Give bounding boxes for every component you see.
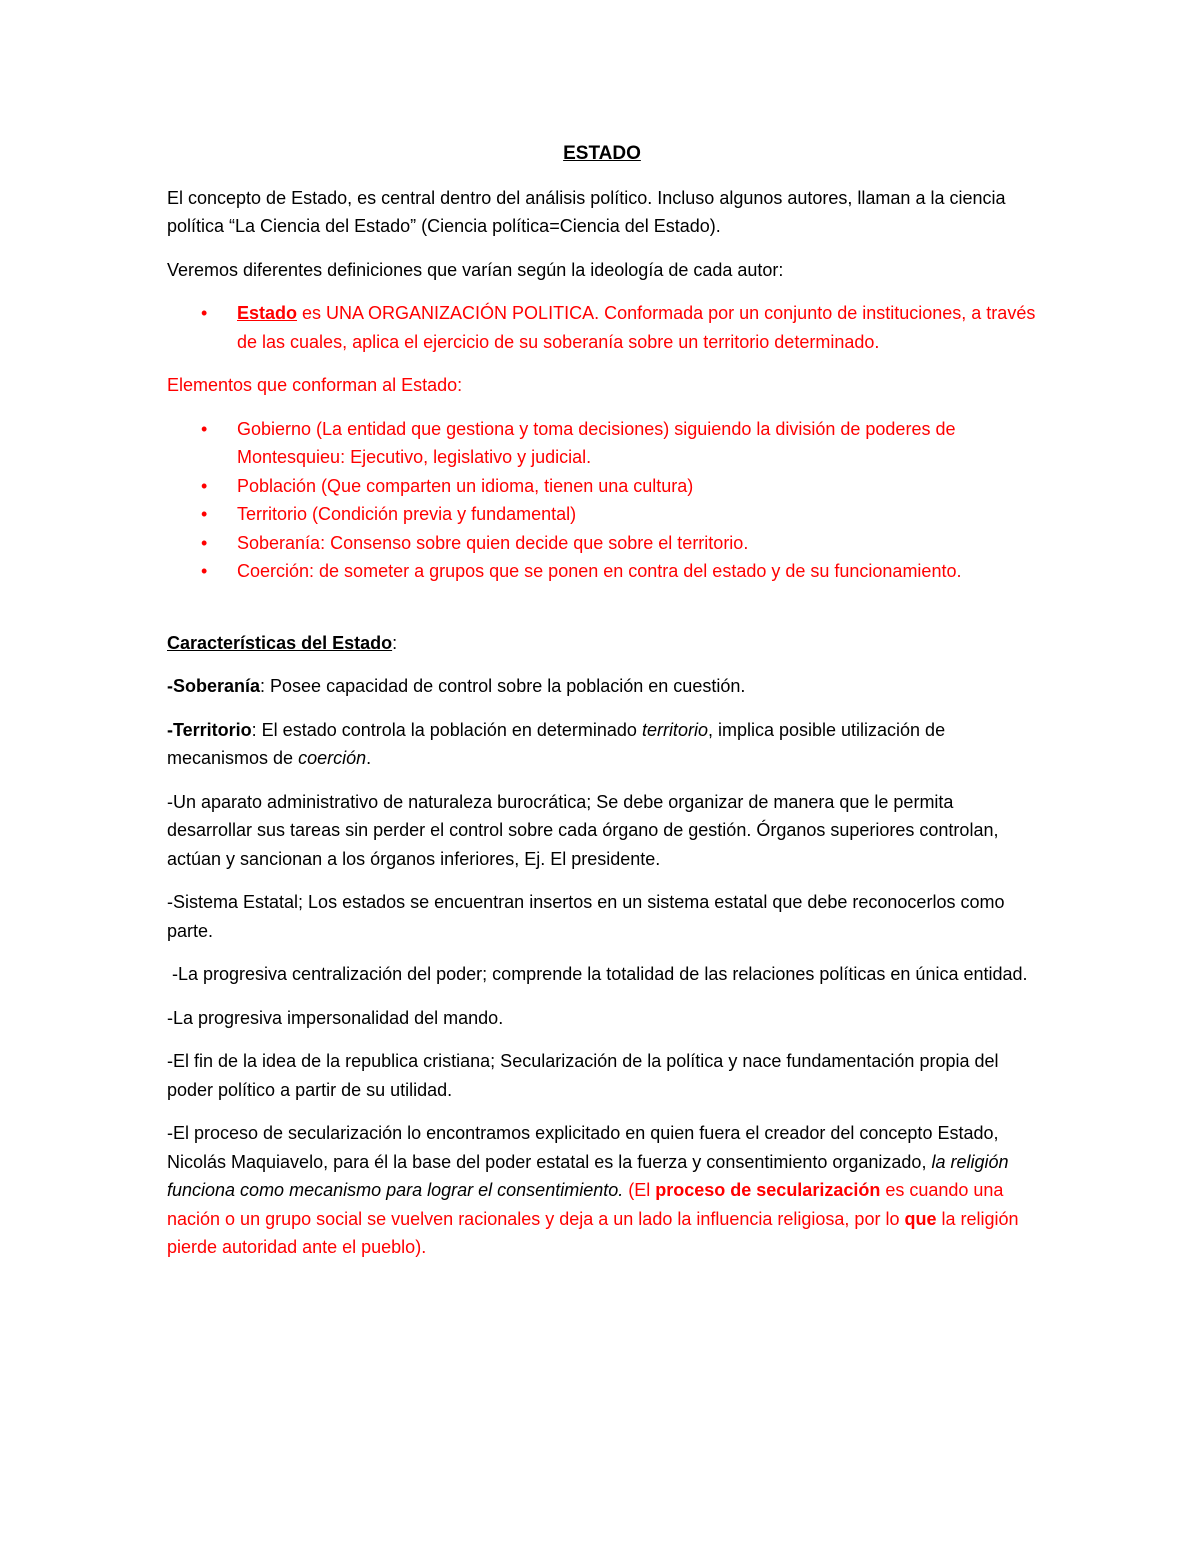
secularizacion-red-open: (El [623, 1180, 656, 1200]
aparato-paragraph: -Un aparato administrativo de naturaleza burocrática; Se debe organizar de manera que le permita desarrollar sus tareas sin perder el control sobre cada órgano de gestión. Órganos superiores controlan, actúan y sancionan a los órganos inferiores, Ej. El presidente. [167, 791, 999, 869]
secularizacion-red-text-3: la religión pierde autoridad ante el pueblo). [167, 1208, 1019, 1257]
element-text: Población (Que comparten un idioma, tienen una cultura) [237, 475, 694, 496]
elements-item [167, 529, 1037, 558]
impersonalidad-paragraph: -La progresiva impersonalidad del mando. [167, 1007, 504, 1028]
element-text: Soberanía: Consenso sobre quien decide que sobre el territorio. [237, 532, 749, 553]
elements-item [167, 415, 1037, 472]
bullet-icon: • [201, 532, 208, 553]
bullet-icon: • [201, 303, 208, 323]
soberania-paragraph [167, 672, 1037, 701]
elements-item [167, 557, 1037, 586]
elements-heading: Elementos que conforman al Estado: [167, 375, 463, 395]
territorio-paragraph [167, 716, 1037, 773]
soberania-label: -Soberanía [167, 676, 261, 696]
section-spacer [167, 601, 1037, 629]
territorio-term-1: territorio [641, 719, 708, 740]
intro-paragraph: El concepto de Estado, es central dentro del análisis político. Incluso algunos autores, llaman a la ciencia política “La Ciencia del Estado” (Ciencia política=Ciencia del Estado). [167, 187, 1006, 236]
bullet-icon: • [201, 561, 208, 581]
secularizacion-text-1: -El proceso de secularización lo encontramos explicitado en quien fuera el creador del concepto Estado, Nicolás Maquiavelo, para él la base del poder estatal es la fuerza y consentimiento organizado, [167, 1123, 999, 1172]
elements-item [167, 500, 1037, 529]
soberania-text: : Posee capacidad de control sobre la población en cuestión. [260, 676, 746, 696]
bullet-icon: • [201, 418, 208, 439]
territorio-label: -Territorio [167, 719, 252, 740]
territorio-text-2: , implica posible utilización de mecanismos de [167, 719, 946, 768]
document-page [167, 140, 1037, 1277]
secularizacion-italic: la religión funciona como mecanismo para lograr el consentimiento. [167, 1151, 1009, 1200]
document-title: ESTADO [563, 143, 641, 164]
secularizacion-red-text-2: es cuando una nación o un grupo social se vuelven racionales y deja a un lado la influencia religiosa, por lo [167, 1180, 1004, 1229]
definition-text: es UNA ORGANIZACIÓN POLITICA. Conformada por un conjunto de instituciones, a través de las cuales, aplica el ejercicio de su soberanía sobre un territorio determinado. [237, 303, 1036, 352]
territorio-term-2: coerción [298, 748, 367, 768]
secularizacion-paragraph [167, 1119, 1037, 1262]
element-text: Territorio (Condición previa y fundamental) [237, 504, 577, 524]
characteristics-heading-colon: : [392, 632, 398, 653]
bullet-icon: • [201, 475, 208, 496]
republica-paragraph: -El fin de la idea de la republica cristiana; Secularización de la política y nace fundamentación propia del poder político a partir de su utilidad. [167, 1051, 999, 1100]
territorio-text-3: . [366, 748, 372, 768]
sistema-paragraph: -Sistema Estatal; Los estados se encuentran insertos en un sistema estatal que debe reconocerlos como parte. [167, 892, 1005, 941]
elements-list [167, 415, 1037, 586]
characteristics-heading [167, 629, 1037, 658]
centralizacion-paragraph: -La progresiva centralización del poder; comprende la totalidad de las relaciones políticas en única entidad. [172, 964, 1028, 984]
secularizacion-red-bold-1: proceso de secularización [655, 1180, 881, 1200]
definition-item [167, 299, 1037, 356]
elements-item [167, 472, 1037, 501]
territorio-text-1: : El estado controla la población en determinado [251, 719, 642, 740]
element-text: Coerción: de someter a grupos que se ponen en contra del estado y de su funcionamiento. [237, 561, 962, 581]
element-text: Gobierno (La entidad que gestiona y toma decisiones) siguiendo la división de poderes de Montesquieu: Ejecutivo, legislativo y judicial. [237, 418, 956, 467]
definition-term: Estado [237, 303, 298, 323]
definitions-intro: Veremos diferentes definiciones que varían según la ideología de cada autor: [167, 259, 784, 280]
definition-list [167, 299, 1037, 356]
secularizacion-red-bold-2: que [904, 1208, 937, 1229]
bullet-icon: • [201, 504, 208, 524]
characteristics-heading-text: Características del Estado [167, 632, 393, 653]
